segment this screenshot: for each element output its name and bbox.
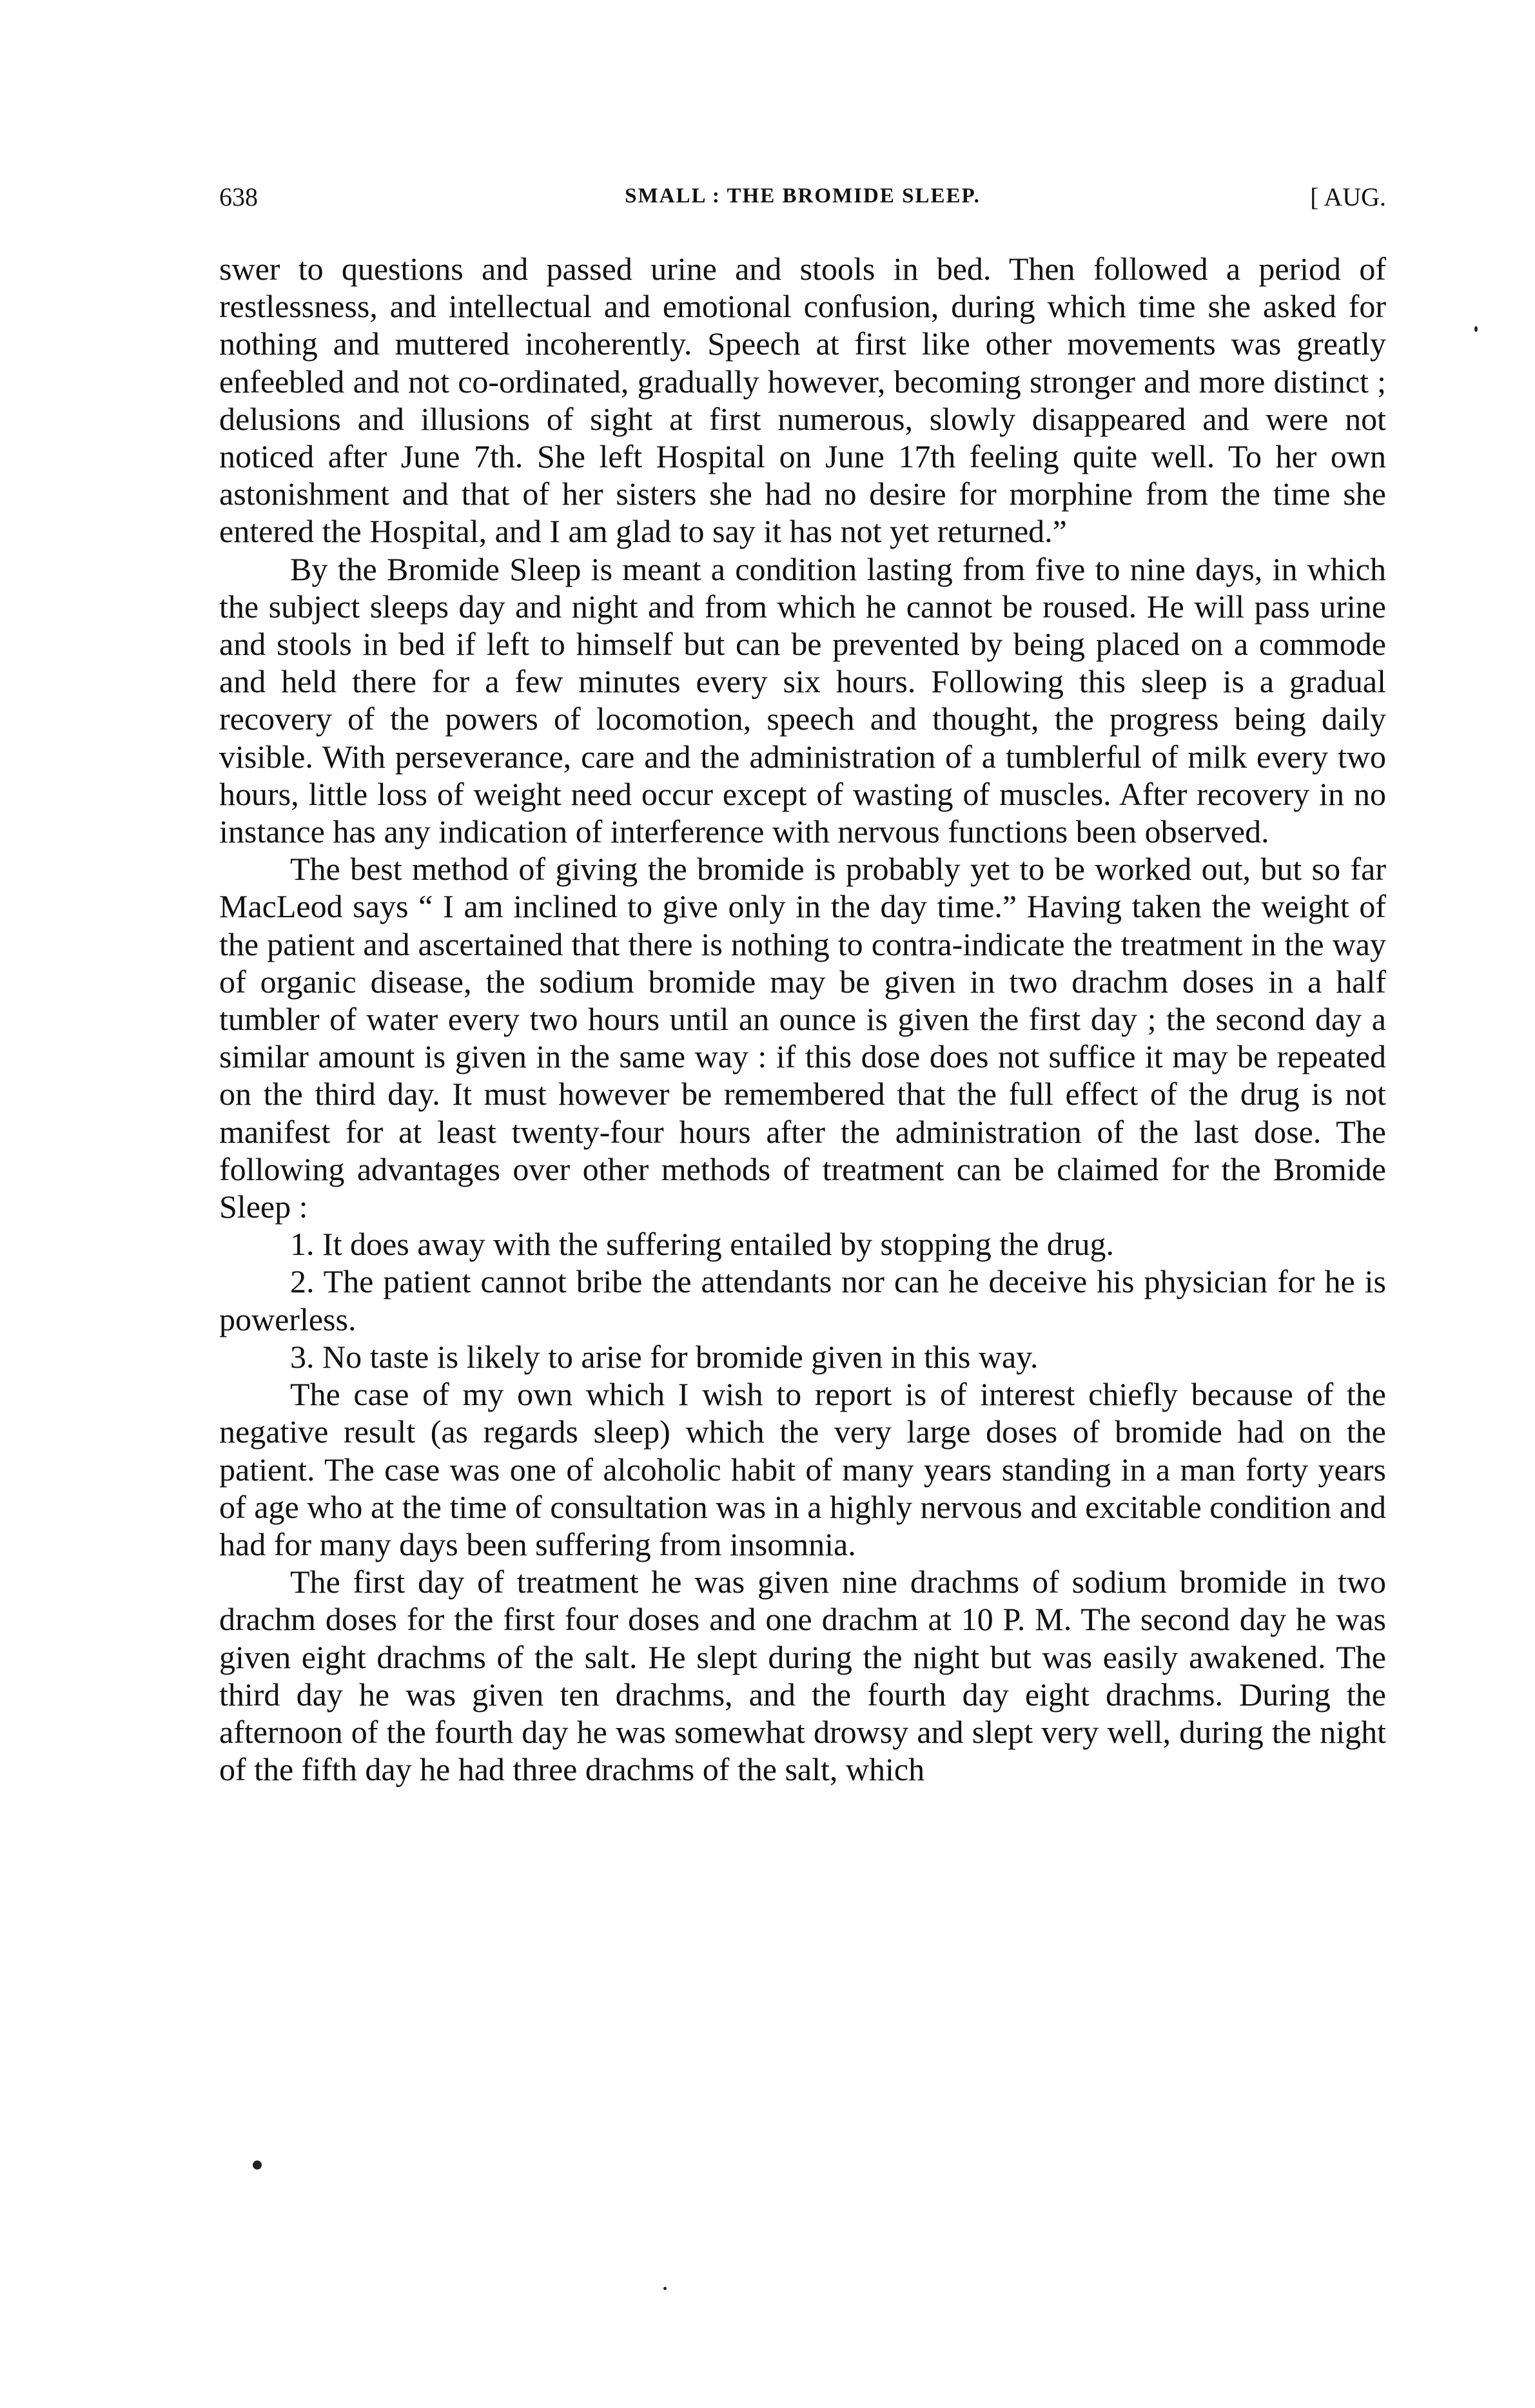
paragraph-treatment-days: The first day of treatment he was given nine drachms of sodium bromide in two drachm doses for the first four doses and one drachm at 10 P. M. The second day he was given eight drachms of the salt. He slept during the night but was easily awakened. The third day he was given ten drachms, and the fourth day eight drachms. During the afternoon of the fourth day he was somewhat drowsy and slept very well, during the night of the fifth day he had three drachms of the salt, which bbox=[219, 1564, 1386, 1788]
ink-speck bbox=[253, 2160, 262, 2170]
running-head bbox=[219, 182, 1386, 220]
list-item-advantage-1: 1. It does away with the suffering entailed by stopping the drug. bbox=[290, 1226, 1114, 1263]
running-title: SMALL : THE BROMIDE SLEEP. bbox=[625, 184, 981, 208]
page-number: 638 bbox=[219, 182, 258, 211]
list-item-advantage-2: 2. The patient cannot bribe the attendants nor can he deceive his physician for he is powerless. bbox=[219, 1263, 1386, 1337]
paragraph-continuation: swer to questions and passed urine and stools in bed. Then followed a period of restlessness, and intellectual and emotional confusion, during which time she asked for nothing and muttered incoherently. Speech at first like other movements was greatly enfeebled and not co-ordinated, gradually however, becoming stronger and more distinct ; delusions and illusions of sight at first numerous, slowly disappeared and were not noticed after June 7th. She left Hospital on June 17th feeling quite well. To her own astonishment and that of her sisters she had no desire for morphine from the time she entered the Hospital, and I am glad to say it has not yet returned.” bbox=[219, 251, 1386, 550]
list-item-advantage-3: 3. No taste is likely to arise for bromide given in this way. bbox=[290, 1338, 1039, 1375]
page bbox=[219, 0, 1386, 2408]
body-text bbox=[219, 250, 1386, 1788]
paragraph-bromide-sleep-definition: By the Bromide Sleep is meant a condition lasting from five to nine days, in which the subject sleeps day and night and from which he cannot be roused. He will pass urine and stools in bed if left to himself but can be prevented by being placed on a commode and held there for a few minutes every six hours. Following this sleep is a gradual recovery of the powers of locomotion, speech and thought, the progress being daily visible. With perseverance, care and the administration of a tumblerful of milk every two hours, little loss of weight need occur except of wasting of muscles. After recovery in no instance has any indication of interference with nervous functions been observed. bbox=[219, 550, 1386, 850]
paragraph-own-case: The case of my own which I wish to report is of interest chiefly because of the negative result (as regards sleep) which the very large doses of bromide had on the patient. The case was one of alcoholic habit of many years standing in a man forty years of age who at the time of consultation was in a highly nervous and excitable condition and had for many days been suffering from insomnia. bbox=[219, 1376, 1386, 1562]
ink-speck bbox=[1474, 326, 1478, 332]
paragraph-method: The best method of giving the bromide is probably yet to be worked out, but so far MacLeod says “ I am inclined to give only in the day time.” Having taken the weight of the patient and ascertained that there is nothing to contra-indicate the treatment in the way of organic disease, the sodium bromide may be given in two drachm doses in a half tumbler of water every two hours until an ounce is given the first day ; the second day a similar amount is given in the same way : if this dose does not suffice it may be repeated on the third day. It must however be remembered that the full effect of the drug is not manifest for at least twenty-four hours after the administration of the last dose. The following advantages over other methods of treatment can be claimed for the Bromide Sleep : bbox=[219, 851, 1386, 1225]
running-month: [ AUG. bbox=[1310, 182, 1386, 211]
ink-speck bbox=[663, 2287, 667, 2290]
